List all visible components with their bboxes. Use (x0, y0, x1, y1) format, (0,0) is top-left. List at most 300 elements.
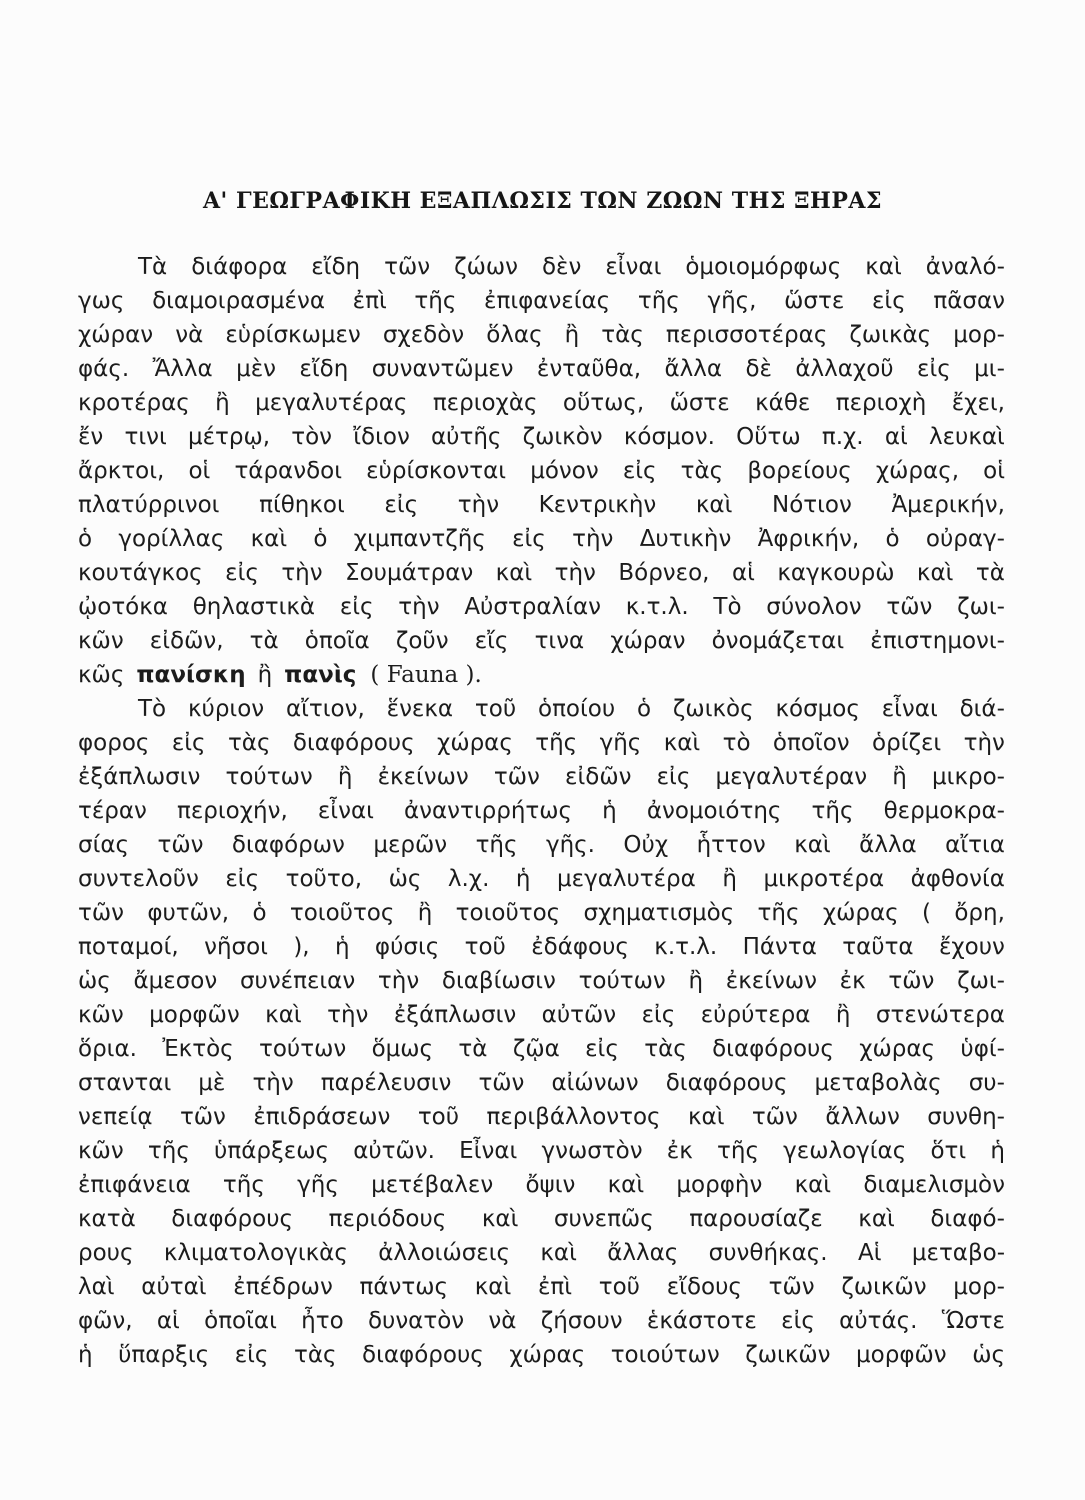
word: ὑφί- (960, 1036, 1005, 1062)
word: τὴν (252, 1070, 294, 1096)
word: νῆσοι (204, 934, 268, 960)
word: τῆς (147, 1138, 190, 1164)
word: μεγαλυτέραν (715, 764, 868, 790)
word: γῆς (297, 1172, 339, 1198)
text-line (78, 488, 1005, 522)
word: τῶν (493, 764, 540, 790)
word: μορ- (953, 1274, 1005, 1300)
word: γῆς, (707, 288, 757, 314)
word: φυτῶν, (147, 900, 230, 926)
word: βορείους (747, 458, 852, 484)
word: Ὥστε (941, 1308, 1005, 1334)
word: περιοχήν, (177, 798, 288, 824)
word: Δυτικὴν (639, 526, 732, 552)
word: ἐπιφάνεια (78, 1172, 191, 1198)
word: Βόρνεο, (618, 560, 710, 586)
word: χώρας (859, 1036, 936, 1062)
word: ἐξάπλωσιν (393, 1002, 517, 1028)
word: τὰ (975, 560, 1005, 586)
word: ἄλλα (859, 832, 917, 858)
word: ὄψιν (525, 1172, 576, 1198)
word: θερμοκρα- (883, 798, 1005, 824)
word: καὶ (858, 1206, 895, 1232)
word: εἰδῶν, (149, 628, 224, 654)
text-line (78, 1202, 1005, 1236)
word: Σουμάτραν (345, 560, 474, 586)
text-line (78, 1134, 1005, 1168)
text-line (78, 828, 1005, 862)
text-line (78, 1032, 1005, 1066)
word: μεγαλυτέρα (557, 866, 696, 892)
fauna-line (78, 658, 1005, 692)
word: εἰς (781, 1308, 815, 1334)
word: ὀνομάζεται (711, 628, 845, 654)
text-line (78, 556, 1005, 590)
word: εἰς (641, 1002, 676, 1028)
word: Ἀμερικήν, (891, 492, 1005, 518)
word: Κεντρικὴν (538, 492, 657, 518)
text-line (138, 692, 1005, 726)
word: ἀναντιρρήτως (404, 798, 573, 824)
word: ἀνομοιότης (646, 798, 782, 824)
word: τοῦ (598, 1274, 640, 1300)
word: εἰς (871, 288, 906, 314)
text-line (78, 930, 1005, 964)
word: οἱ (983, 458, 1005, 484)
word: εὑρίσκονται (366, 458, 507, 484)
word: διαφόρους (171, 1206, 294, 1232)
word: αὐτῆς (431, 424, 502, 450)
word: ζωικῶν (745, 1342, 831, 1368)
text-line (78, 454, 1005, 488)
word: τοῦ (474, 696, 517, 722)
word: γως (78, 288, 125, 314)
word: τινα (534, 628, 585, 654)
text-line (78, 284, 1005, 318)
word: τὴν (572, 526, 614, 552)
word: σύνολον (766, 594, 862, 620)
word: κροτέρας (78, 390, 190, 416)
word: τὰς (293, 1342, 337, 1368)
word: μόνον (530, 458, 599, 484)
text-line (78, 1236, 1005, 1270)
word: τοιούτων (610, 1342, 720, 1368)
word: διαμελισμὸν (863, 1172, 1005, 1198)
word: ζοῦν (395, 628, 449, 654)
word: μικροτέρα (763, 866, 885, 892)
word: καὶ (250, 526, 288, 552)
word: χώρας (437, 730, 513, 756)
word: ἐπιστημονι- (870, 628, 1005, 654)
word: ( (922, 900, 931, 926)
word: τῶν (478, 1070, 525, 1096)
word: τῆς (414, 288, 457, 314)
text-line (138, 250, 1005, 284)
word: εἰς (585, 1036, 619, 1062)
word: τοιοῦτος (289, 900, 395, 926)
word: τῆς (811, 798, 854, 824)
word: τὰς (644, 1036, 687, 1062)
word: ἐπιφανείας (484, 288, 611, 314)
word: σχεδὸν (382, 322, 465, 348)
word: τινι (124, 424, 167, 450)
word: ζωικὸς (672, 696, 754, 722)
word: φάς. (78, 356, 130, 382)
word: τοῦ (464, 934, 506, 960)
word: περιβάλλοντος (486, 1104, 661, 1130)
word: τῆς (535, 730, 578, 756)
word: ὁ (78, 526, 93, 552)
word: ἄμεσον (133, 968, 218, 994)
word: μερῶν (373, 832, 448, 858)
word: τὴν (554, 560, 596, 586)
word: διάφορα (191, 254, 288, 280)
fauna-latin-term: ( Fauna ). (370, 662, 482, 688)
word: καὶ (481, 1206, 519, 1232)
word: εἰς (234, 1342, 269, 1368)
word: Ἀφρικήν, (757, 526, 860, 552)
word: νὰ (488, 1308, 517, 1334)
word: περιόδους (328, 1206, 447, 1232)
word: φύσις (374, 934, 440, 960)
word: τῆς (717, 1138, 759, 1164)
text-line (78, 386, 1005, 420)
word: τοῦτο, (285, 866, 363, 892)
word: τὰς (227, 730, 271, 756)
word: καὶ (663, 730, 701, 756)
word: εἰδῶν (565, 764, 632, 790)
word: μι- (974, 356, 1005, 382)
word: ζωι- (957, 968, 1005, 994)
word: ἡ (990, 1138, 1005, 1164)
word: γεωλογίας (783, 1138, 907, 1164)
word: αἴτια (945, 832, 1005, 858)
word: ρους (78, 1240, 134, 1266)
word: οἱ (188, 458, 211, 484)
text-line (78, 1066, 1005, 1100)
word: συνθη- (927, 1104, 1005, 1130)
word: ἢ (417, 900, 433, 926)
word: περισσοτέρας (665, 322, 828, 348)
word: τῶν (768, 1274, 815, 1300)
word: τὴν (398, 594, 440, 620)
word: μορ- (953, 322, 1005, 348)
word: εἶναι (605, 254, 662, 280)
word: τῶν (384, 254, 431, 280)
word: ἄλλων (825, 1104, 900, 1130)
word: ὁποῖαι (204, 1308, 277, 1334)
word: εἰς (917, 356, 951, 382)
word: καὶ (474, 1274, 512, 1300)
word: τὰς (601, 322, 644, 348)
word: μορφῶν (856, 1342, 947, 1368)
word: ἐκ (666, 1138, 693, 1164)
word: δὲν (541, 254, 582, 280)
word: τῆς (637, 288, 680, 314)
word: καὶ (607, 1172, 645, 1198)
word: διαφόρους (665, 1070, 788, 1096)
word: παρουσίαζε (689, 1206, 823, 1232)
word: ), (293, 934, 310, 960)
word: διαμοιρασμένα (152, 288, 325, 314)
word: πίθηκοι (259, 492, 345, 518)
word: ἦτο (301, 1308, 344, 1334)
word: τάρανδοι (234, 458, 342, 484)
word: ἡ (602, 798, 617, 824)
word: Τὰ (138, 254, 168, 280)
word: συνεπῶς (553, 1206, 654, 1232)
word: μέτρῳ, (187, 424, 271, 450)
word: τέραν (78, 798, 147, 824)
word: ζωικὸν (522, 424, 603, 450)
word: οὐραγ- (925, 526, 1005, 552)
word: καὶ (687, 1104, 725, 1130)
text-line (78, 590, 1005, 624)
word: Αἱ (857, 1240, 882, 1266)
word: κόσμον. (623, 424, 715, 450)
word: πλατύρρινοι (78, 492, 220, 518)
text-line (78, 1304, 1005, 1338)
word: ἐκείνων (377, 764, 469, 790)
fauna-term-panis: πανὶς (284, 662, 357, 688)
word: ἐξάπλωσιν (78, 764, 201, 790)
word: τὰ (458, 1036, 488, 1062)
word: ὁ (885, 526, 900, 552)
text-line (78, 1168, 1005, 1202)
word: νὰ (175, 322, 204, 348)
word: ὁμοιομόρφως (685, 254, 842, 280)
word: ἡ (78, 1342, 93, 1368)
word: λ.χ. (447, 866, 490, 892)
word: ὕπαρξις (118, 1342, 210, 1368)
word: συνθήκας. (708, 1240, 828, 1266)
word: μεγαλυτέρας (255, 390, 408, 416)
word: τὴν (327, 1002, 369, 1028)
word: κ.τ.λ. (654, 934, 718, 960)
word: μορφὴν (676, 1172, 763, 1198)
word: ταῦτα (842, 934, 914, 960)
word: ἢ (337, 764, 353, 790)
text-line (78, 1270, 1005, 1304)
word: κῶν (78, 1002, 124, 1028)
fauna-term-paniski: πανίσκη (136, 662, 246, 688)
word: ὑπάρξεως (214, 1138, 329, 1164)
word: Αὐστραλίαν (464, 594, 601, 620)
word: τῶν (888, 968, 935, 994)
word: παρέλευσιν (320, 1070, 452, 1096)
word: ὅμως (371, 1036, 434, 1062)
word: ὄρη, (954, 900, 1005, 926)
word: τοιοῦτος (455, 900, 561, 926)
word: δὲ (745, 356, 772, 382)
word: γορίλλας (118, 526, 225, 552)
word: θηλαστικὰ (192, 594, 316, 620)
text-line (78, 624, 1005, 658)
word: διαφόρους (362, 1342, 484, 1368)
word: μὲ (198, 1070, 226, 1096)
word: εὑρίσκωμεν (225, 322, 361, 348)
word: συντελοῦν (78, 866, 199, 892)
fauna-connector: ἢ (257, 662, 273, 688)
word: οὕτως, (562, 390, 645, 416)
word: ἀναλό- (925, 254, 1005, 280)
word: κῶν (78, 628, 124, 654)
word: ζήσουν (540, 1308, 623, 1334)
word: γῆς (599, 730, 642, 756)
section-heading: Α' ΓΕΩΓΡΑΦΙΚΗ ΕΞΑΠΛΩΣΙΣ ΤΩΝ ΖΩΩΝ ΤΗΣ ΞΗΡΑΣ (202, 188, 882, 214)
word: αἴτιον, (285, 696, 365, 722)
word: Ἄλλα (152, 356, 213, 382)
text-line (78, 726, 1005, 760)
word: μεταβο- (911, 1240, 1005, 1266)
word: ποταμοί, (78, 934, 179, 960)
word: ζωικὰς (849, 322, 932, 348)
word: ἀφθονία (910, 866, 1005, 892)
word: καγκουρὼ (777, 560, 895, 586)
text-line (78, 998, 1005, 1032)
text-line (78, 896, 1005, 930)
word: καὶ (540, 1240, 577, 1266)
word: ζωι- (957, 594, 1005, 620)
word: τὸ (722, 730, 751, 756)
word: αὐτῶν (541, 1002, 617, 1028)
word: περιοχὰς (432, 390, 538, 416)
word: ἢ (722, 866, 737, 892)
word: ἢ (835, 1002, 851, 1028)
word: κόσμος (775, 696, 860, 722)
word: ὡς (388, 866, 422, 892)
word: Τὸ (138, 696, 167, 722)
word: λευκαὶ (928, 424, 1005, 450)
word: ζῷα (512, 1036, 560, 1062)
word: συναντῶμεν (371, 356, 514, 382)
word: ὥστε (669, 390, 730, 416)
word: ἔν (78, 424, 104, 450)
word: Τὸ (713, 594, 742, 620)
word: κουτάγκος (78, 560, 203, 586)
word: εἴδη (299, 356, 349, 382)
word: ἧττον (696, 832, 766, 858)
text-line (78, 522, 1005, 556)
text-line (78, 420, 1005, 454)
word: τούτων (225, 764, 313, 790)
word: Οὕτω (736, 424, 801, 450)
word: τὴν (963, 730, 1005, 756)
word: στανται (78, 1070, 172, 1096)
word: αἰώνων (551, 1070, 639, 1096)
word: Πάντα (742, 934, 817, 960)
word: καὶ (495, 560, 533, 586)
word: εἰς (171, 730, 206, 756)
word: αὐτῶν. (353, 1138, 435, 1164)
word: ἄλλα (664, 356, 723, 382)
word: μορφῶν (149, 1002, 240, 1028)
word: ἕνεκα (386, 696, 454, 722)
word: διαφόρους (712, 1036, 834, 1062)
word: ὁ (313, 526, 328, 552)
text-line (78, 862, 1005, 896)
word: τὴν (377, 968, 420, 994)
word: ἢ (215, 390, 230, 416)
word: τοῦ (417, 1104, 460, 1130)
word: εἰς (225, 560, 259, 586)
word: ἀλλαχοῦ (795, 356, 894, 382)
word: πᾶσαν (933, 288, 1005, 314)
word: καὶ (695, 492, 733, 518)
word: τῆς (757, 900, 800, 926)
word: πάντως (359, 1274, 448, 1300)
word: καὶ (794, 1172, 832, 1198)
word: ᾠοτόκα (78, 594, 168, 620)
word: καὶ (865, 254, 902, 280)
text-line (78, 964, 1005, 998)
word: καὶ (794, 832, 831, 858)
word: ἑκάστοτε (646, 1308, 757, 1334)
word: ἐκείνων (725, 968, 817, 994)
word: τῶν (179, 1104, 226, 1130)
word: καὶ (916, 560, 954, 586)
word: τῶν (751, 1104, 798, 1130)
word: ἀλλοιώσεις (378, 1240, 510, 1266)
word: εἴδη (311, 254, 361, 280)
word: ἐπέδρων (233, 1274, 333, 1300)
word: ὁποῖον (772, 730, 850, 756)
text-line (78, 352, 1005, 386)
text-line (78, 794, 1005, 828)
word: συ- (968, 1070, 1005, 1096)
word: καὶ (265, 1002, 302, 1028)
word: φῶν, (78, 1308, 133, 1334)
word: τῆς (475, 832, 518, 858)
text-line (78, 1338, 1005, 1372)
word: κῶν (78, 1138, 124, 1164)
word: νεπείᾳ (78, 1104, 153, 1130)
word: ἄρκτοι, (78, 458, 165, 484)
word: ἐδάφους (531, 934, 629, 960)
word: αὐτάς. (839, 1308, 918, 1334)
word: χώρας (509, 1342, 586, 1368)
word: Νότιον (772, 492, 852, 518)
word: δυνατὸν (367, 1308, 465, 1334)
word: μεταβολὰς (814, 1070, 942, 1096)
word: αὐταὶ (141, 1274, 207, 1300)
word: κ.τ.λ. (625, 594, 689, 620)
word: μὲν (236, 356, 276, 382)
word: εἴς (474, 628, 509, 654)
word: ὡς (78, 968, 111, 994)
word: ὁ (252, 900, 267, 926)
word: ἐπὶ (537, 1274, 573, 1300)
word: Εἶναι (459, 1138, 518, 1164)
word: συνέπειαν (239, 968, 356, 994)
word: ὁποῖα (304, 628, 370, 654)
word: μικρο- (932, 764, 1005, 790)
word: σίας (78, 832, 130, 858)
word: ἔχει, (951, 390, 1005, 416)
word: κάθε (755, 390, 811, 416)
word: εἰς (656, 764, 691, 790)
word: Ἐκτὸς (162, 1036, 234, 1062)
word: χώρας (822, 900, 899, 926)
word: ὁρίζει (872, 730, 942, 756)
word: Οὐχ (623, 832, 669, 858)
text-line (78, 318, 1005, 352)
word: χώραν (78, 322, 154, 348)
word: εἰς (512, 526, 546, 552)
word: ὡς (972, 1342, 1005, 1368)
word: αἱ (884, 424, 908, 450)
word: αἱ (731, 560, 755, 586)
